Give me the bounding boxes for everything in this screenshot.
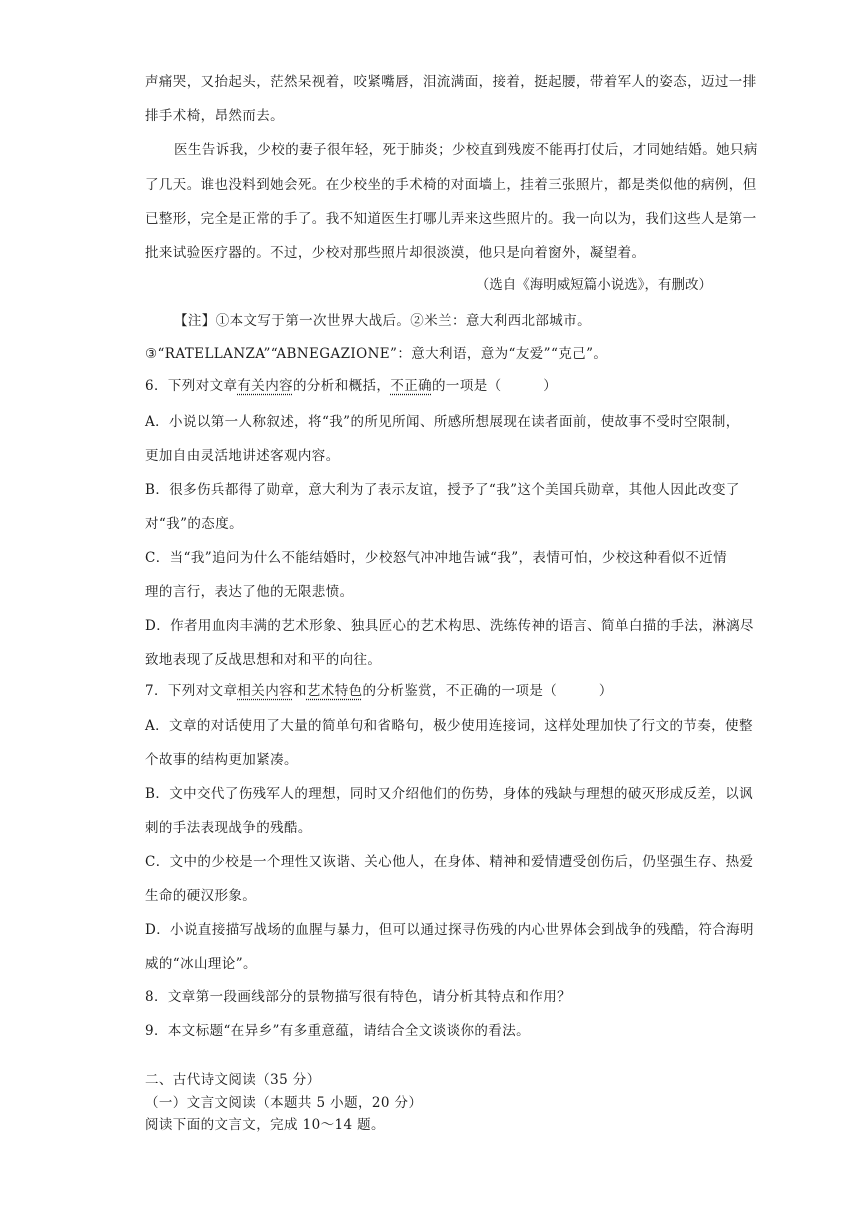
footnote-line: ③“RATELLANZA”“ABNEGAZIONE”：意大利语，意为“友爱”“克己”。 xyxy=(145,346,608,362)
question-7-option-c-cont: 生命的硬汉形象。 xyxy=(145,888,257,904)
section-instruction: 阅读下面的文言文，完成 10～14 题。 xyxy=(145,1117,385,1133)
question-8: 8．文章第一段画线部分的景物描写很有特色，请分析其特点和作用？ xyxy=(145,989,571,1005)
emphasis-dotted: 不正确 xyxy=(390,378,433,394)
question-6-option-a: A．小说以第一人称叙述，将“我”的所见所闻、所感所想展现在读者面前，使故事不受时空限制， xyxy=(145,414,740,430)
question-6-stem: 6．下列对文章有关内容的分析和概括，不正确的一项是（ ） xyxy=(145,378,558,394)
question-7-option-d-cont: 威的“冰山理论”。 xyxy=(145,956,257,972)
passage-line: 已整形，完全是正常的手了。我不知道医生打哪儿弄来这些照片的。我一向以为，我们这些人是第一 xyxy=(145,211,757,227)
passage-line: 排手术椅，昂然而去。 xyxy=(145,108,284,124)
passage-line: 医生告诉我，少校的妻子很年轻，死于肺炎；少校直到残废不能再打仗后，才同她结婚。她只病 xyxy=(174,142,758,158)
emphasis-dotted: 艺术特色 xyxy=(306,683,363,699)
question-6-option-d: D．作者用血肉丰满的艺术形象、独具匠心的艺术构思、洗练传神的语言、简单白描的手法，淋漓尽 xyxy=(145,618,754,634)
question-6-option-d-cont: 致地表现了反战思想和对和平的向往。 xyxy=(145,652,382,668)
footnote-line: 【注】①本文写于第一次世界大战后。②米兰：意大利西北部城市。 xyxy=(174,313,591,329)
passage-line: 声痛哭，又抬起头，茫然呆视着，咬紧嘴唇，泪流满面，接着，挺起腰，带着军人的姿态，迈过一排 xyxy=(145,74,757,90)
question-6-option-c: C．当“我”追问为什么不能结婚时，少校怒气冲冲地告诫“我”，表情可怕，少校这种看似不近情 xyxy=(145,550,728,566)
passage-line: 批来试验医疗器的。不过，少校对那些照片却很淡漠，他只是向着窗外，凝望着。 xyxy=(145,245,646,261)
question-7-option-b: B．文中交代了伤残军人的理想，同时又介绍他们的伤势，身体的残缺与理想的破灭形成反差，以讽 xyxy=(145,786,754,802)
question-7-option-a: A．文章的对话使用了大量的简单句和省略句，极少使用连接词，这样处理加快了行文的节奏，使整 xyxy=(145,718,753,734)
source-citation: （选自《海明威短篇小说选》，有删改） xyxy=(475,277,712,293)
question-6-option-b-cont: 对“我”的态度。 xyxy=(145,516,244,532)
question-6-option-b: B．很多伤兵都得了勋章，意大利为了表示友谊，授予了“我”这个美国兵勋章，其他人因此改变了 xyxy=(145,482,740,498)
question-7-option-a-cont: 个故事的结构更加紧凑。 xyxy=(145,752,298,768)
question-7-stem: 7．下列对文章相关内容和艺术特色的分析鉴赏，不正确的一项是（ ） xyxy=(145,683,613,699)
question-6-option-a-cont: 更加自由灵活地讲述客观内容。 xyxy=(145,448,340,464)
question-7-option-c: C．文中的少校是一个理性又诙谐、关心他人，在身体、精神和爱情遭受创伤后，仍坚强生存、热爱 xyxy=(145,854,754,870)
question-9: 9．本文标题“在异乡”有多重意蕴，请结合全文谈谈你的看法。 xyxy=(145,1023,530,1039)
question-7-option-d: D．小说直接描写战场的血腥与暴力，但可以通过探寻伤残的内心世界体会到战争的残酷，符合海明 xyxy=(145,922,754,938)
emphasis-dotted: 相关内容 xyxy=(237,683,293,699)
section-heading: 二、古代诗文阅读（35 分） xyxy=(145,1072,321,1088)
passage-line: 了几天。谁也没料到她会死。在少校坐的手术椅的对面墙上，挂着三张照片，都是类似他的病例，但 xyxy=(145,177,757,193)
question-7-option-b-cont: 刺的手法表现战争的残酷。 xyxy=(145,820,312,836)
question-6-option-c-cont: 理的言行，表达了他的无限悲愤。 xyxy=(145,584,354,600)
section-subheading: （一）文言文阅读（本题共 5 小题，20 分） xyxy=(145,1095,423,1111)
emphasis-dotted: 有关内容 xyxy=(237,378,293,394)
